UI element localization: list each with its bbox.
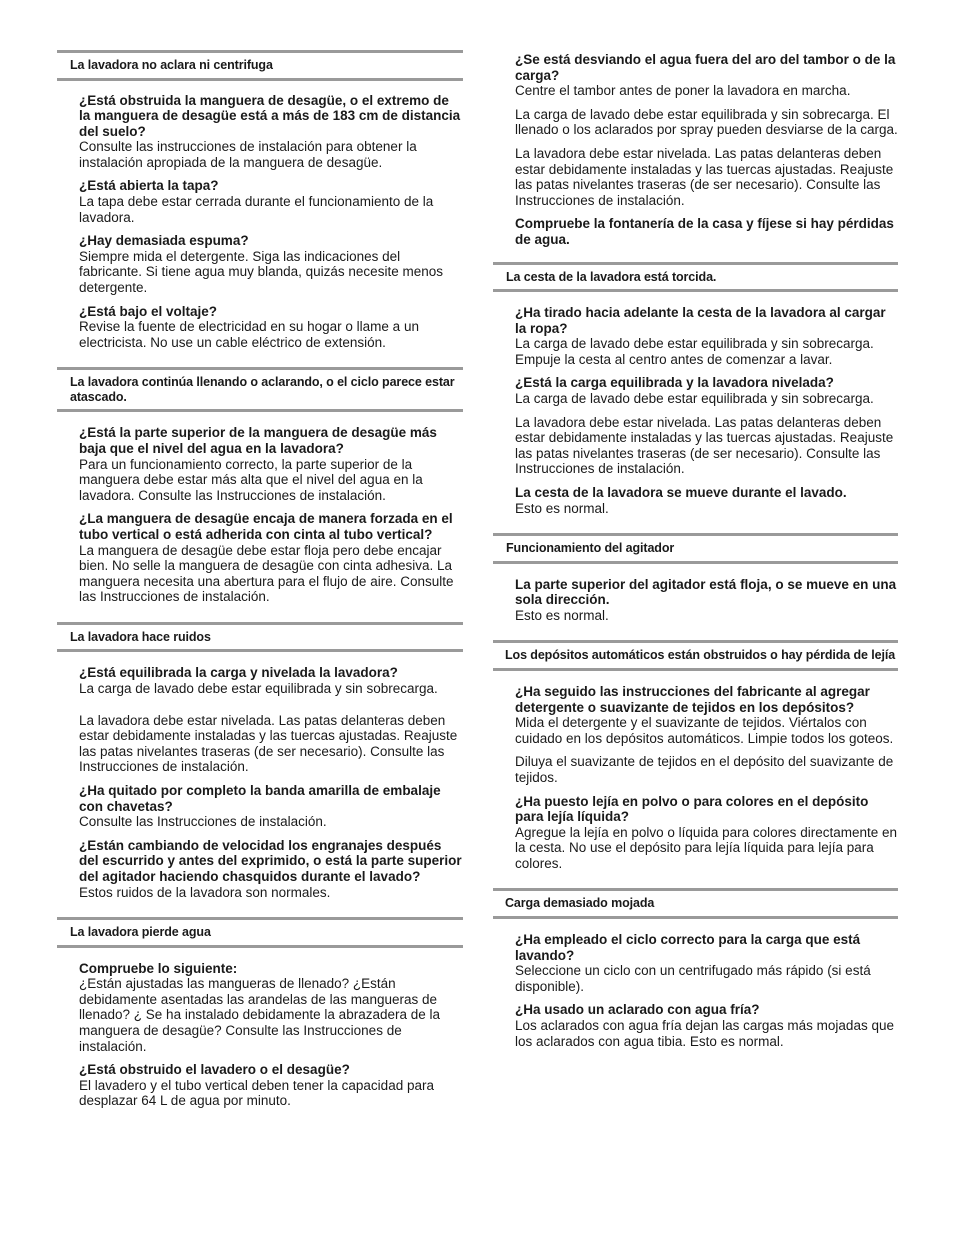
section-title: La cesta de la lavadora está torcida.: [493, 262, 898, 293]
answer: Consulte las Instrucciones de instalación.: [79, 814, 327, 830]
question: ¿Ha tirado hacia adelante la cesta de la lavadora al cargar la ropa?: [515, 305, 886, 336]
troubleshoot-entry: [79, 233, 463, 295]
question: Compruebe lo siguiente:: [79, 960, 238, 976]
section-pierde-agua: [57, 917, 463, 1126]
troubleshoot-entry: [79, 961, 463, 1055]
question: ¿La manguera de desagüe encaja de manera forzada en el tubo vertical o está adherida con cinta al tubo vertical?: [79, 511, 453, 542]
answer: La lavadora debe estar nivelada. Las patas delanteras deben estar debidamente instaladas y las tuercas ajustadas. Reajuste las patas nivelantes traseras (de ser necesario). Consulte las Instrucciones de instalación.: [79, 712, 458, 775]
troubleshoot-entry: [79, 304, 463, 351]
question: ¿Se está desviando el agua fuera del aro del tambor o de la carga?: [515, 52, 896, 83]
question: ¿Está bajo el voltaje?: [79, 303, 218, 319]
section-agitador: [493, 533, 898, 640]
section-continued: [493, 50, 898, 262]
section-demasiado-mojada: [493, 888, 898, 1066]
section-title: Carga demasiado mojada: [493, 888, 898, 919]
troubleshoot-entry: [79, 783, 463, 830]
troubleshoot-entry: [79, 511, 463, 605]
question: ¿Ha seguido las instrucciones del fabricante al agregar detergente o suavizante de tejidos en los depósitos?: [515, 683, 870, 715]
answer: Esto es normal.: [515, 607, 609, 623]
answer: Mida el detergente y el suavizante de tejidos. Viértalos con cuidado en los depósitos automáticos. Limpie todos los goteos.: [515, 715, 894, 746]
answer: La carga de lavado debe estar equilibrada y sin sobrecarga. El llenado o los aclarados por spray pueden desviarse de la carga.: [515, 106, 898, 138]
section-depositos: [493, 640, 898, 888]
troubleshoot-entry: [515, 305, 898, 367]
answer: La lavadora debe estar nivelada. Las patas delanteras deben estar debidamente instaladas y las tuercas ajustadas. Reajuste las patas nivelantes traseras (de ser necesario). Consulte las Instrucciones de instalación.: [515, 414, 894, 477]
section-title: La lavadora no aclara ni centrifuga: [57, 50, 463, 81]
section-no-aclara: [57, 50, 463, 367]
section-title: Los depósitos automáticos están obstruidos o hay pérdida de lejía: [493, 640, 898, 671]
question: La cesta de la lavadora se mueve durante el lavado.: [515, 484, 847, 500]
troubleshoot-entry: [79, 1062, 463, 1109]
section-title: La lavadora hace ruidos: [57, 622, 463, 653]
answer: La tapa debe estar cerrada durante el funcionamiento de la lavadora.: [79, 194, 434, 225]
answer: Diluya el suavizante de tejidos en el depósito del suavizante de tejidos.: [515, 754, 894, 785]
question: ¿Ha usado un aclarado con agua fría?: [515, 1002, 760, 1018]
question: ¿Está obstruido el lavadero o el desagüe?: [79, 1062, 350, 1078]
answer: Revise la fuente de electricidad en su hogar o llame a un electricista. No use un cable eléctrico de extensión.: [79, 319, 419, 350]
answer: La lavadora debe estar nivelada. Las patas delanteras deben estar debidamente instaladas y las tuercas ajustadas. Reajuste las patas nivelantes traseras (de ser necesario). Consulte las Instrucciones de instalación.: [515, 145, 894, 208]
answer: La carga de lavado debe estar equilibrada y sin sobrecarga.: [515, 391, 874, 406]
question: La parte superior del agitador está floja, o se mueve en una sola dirección.: [515, 576, 897, 608]
answer: Consulte las instrucciones de instalación para obtener la instalación apropiada de la manguera de desagüe.: [79, 139, 417, 170]
troubleshoot-entry: [515, 485, 898, 516]
troubleshoot-entry: [515, 1002, 898, 1049]
answer: La carga de lavado debe estar equilibrada y sin sobrecarga.: [79, 681, 438, 697]
question: ¿Está obstruida la manguera de desagüe, o el extremo de la manguera de desagüe está a más de 183 cm de distancia del suelo?: [79, 92, 461, 139]
troubleshoot-entry: [79, 178, 463, 225]
section-title: La lavadora pierde agua: [57, 917, 463, 948]
right-column: [493, 50, 898, 1066]
question: ¿Están cambiando de velocidad los engranajes después del escurrido y antes del exprimido, o está la parte superior del agitador haciendo chasquidos durante el lavado?: [79, 837, 462, 884]
question: ¿Está la carga equilibrada y la lavadora nivelada?: [515, 375, 834, 391]
troubleshoot-entry: [515, 577, 898, 624]
question: ¿Ha empleado el ciclo correcto para la carga que está lavando?: [515, 931, 861, 963]
section-continua-llenando: [57, 367, 463, 622]
troubleshoot-entry: [515, 794, 898, 872]
question: ¿Está equilibrada la carga y nivelada la lavadora?: [79, 665, 398, 681]
troubleshoot-entry: [515, 932, 898, 994]
answer: Agregue la lejía en polvo o líquida para colores directamente en la cesta. No use el depósito para lejía líquida para lejía para colores.: [515, 824, 897, 871]
left-column: [57, 50, 463, 1126]
question: ¿Está abierta la tapa?: [79, 178, 219, 194]
section-cesta-torcida: [493, 262, 898, 534]
troubleshoot-entry: [79, 93, 463, 171]
question: Compruebe la fontanería de la casa y fíjese si hay pérdidas de agua.: [515, 216, 894, 247]
answer: Para un funcionamiento correcto, la parte superior de la manguera debe estar más alta que el nivel del agua en la lavadora. Consulte las Instrucciones de instalación.: [79, 456, 423, 503]
answer: Seleccione un ciclo con un centrifugado más rápido (si está disponible).: [515, 963, 871, 994]
answer: Estos ruidos de la lavadora son normales.: [79, 884, 331, 900]
troubleshoot-entry: [515, 375, 898, 477]
answer: Siempre mida el detergente. Siga las indicaciones del fabricante. Si tiene agua muy blanda, quizás necesite menos detergente.: [79, 248, 443, 296]
troubleshoot-entry: [79, 425, 463, 503]
section-hace-ruidos: [57, 622, 463, 917]
troubleshoot-entry: [515, 52, 898, 208]
answer: ¿Están ajustadas las mangueras de llenado? ¿Están debidamente asentadas las arandelas de las mangueras de llenado? ¿ Se ha instalado debidamente la abrazadera de la manguera de desagüe? Consulte las Instrucciones de instalación.: [79, 976, 441, 1054]
question: ¿Está la parte superior de la manguera de desagüe más baja que el nivel del agua en la lavadora?: [79, 425, 437, 456]
answer: Esto es normal.: [515, 500, 609, 516]
answer: Centre el tambor antes de poner la lavadora en marcha.: [515, 83, 851, 99]
troubleshoot-entry: [515, 216, 898, 247]
troubleshoot-entry: [79, 838, 463, 900]
question: ¿Hay demasiada espuma?: [79, 233, 249, 249]
section-title: Funcionamiento del agitador: [493, 533, 898, 564]
troubleshoot-entry: [515, 684, 898, 786]
answer: Los aclarados con agua fría dejan las cargas más mojadas que los aclarados con agua tibia. Esto es normal.: [515, 1017, 894, 1049]
answer: La carga de lavado debe estar equilibrada y sin sobrecarga. Empuje la cesta al centro antes de comenzar a lavar.: [515, 336, 874, 367]
troubleshoot-entry: [79, 665, 463, 775]
section-title: La lavadora continúa llenando o aclarando, o el ciclo parece estar atascado.: [57, 367, 463, 412]
question: ¿Ha puesto lejía en polvo o para colores en el depósito para lejía líquida?: [515, 793, 869, 825]
answer: El lavadero y el tubo vertical deben tener la capacidad para desplazar 64 L de agua por minuto.: [79, 1077, 434, 1109]
question: ¿Ha quitado por completo la banda amarilla de embalaje con chavetas?: [79, 783, 441, 814]
answer: La manguera de desagüe debe estar floja pero debe encajar bien. No selle la manguera de desagüe con cinta adhesiva. La manguera necesita una abertura para el flujo de aire. Consulte las Instrucciones de instalación.: [79, 542, 454, 605]
